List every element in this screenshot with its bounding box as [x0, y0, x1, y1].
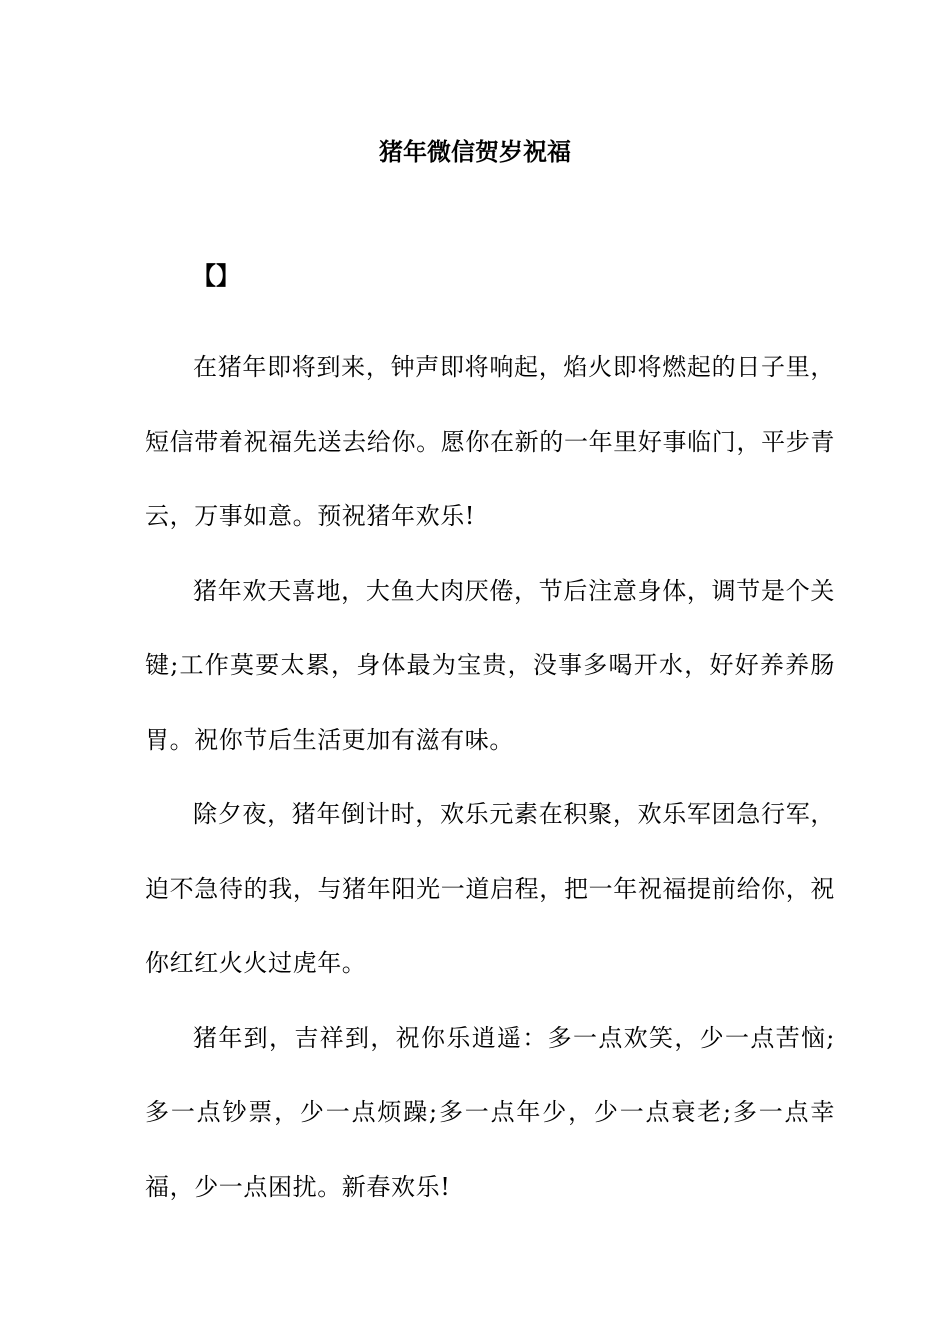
section-bracket: 【】	[192, 262, 240, 290]
document-title: 猪年微信贺岁祝福	[379, 138, 571, 166]
paragraph-2: 猪年欢天喜地，大鱼大肉厌倦，节后注意身体，调节是个关键;工作莫要太累，身体最为宝贵，没事多喝开水，好好养养肠胃。祝你节后生活更加有滋有味。	[145, 576, 835, 754]
paragraph-4: 猪年到，吉祥到，祝你乐逍遥：多一点欢笑，少一点苦恼;多一点钞票，少一点烦躁;多一点年少，少一点衰老;多一点幸福，少一点困扰。新春欢乐!	[145, 1023, 835, 1201]
paragraph-1: 在猪年即将到来，钟声即将响起，焰火即将燃起的日子里，短信带着祝福先送去给你。愿你在新的一年里好事临门，平步青云，万事如意。预祝猪年欢乐!	[145, 353, 835, 530]
paragraph-3: 除夕夜，猪年倒计时，欢乐元素在积聚，欢乐军团急行军，迫不急待的我，与猪年阳光一道启程，把一年祝福提前给你，祝你红红火火过虎年。	[145, 800, 835, 977]
document-body	[145, 330, 835, 1224]
